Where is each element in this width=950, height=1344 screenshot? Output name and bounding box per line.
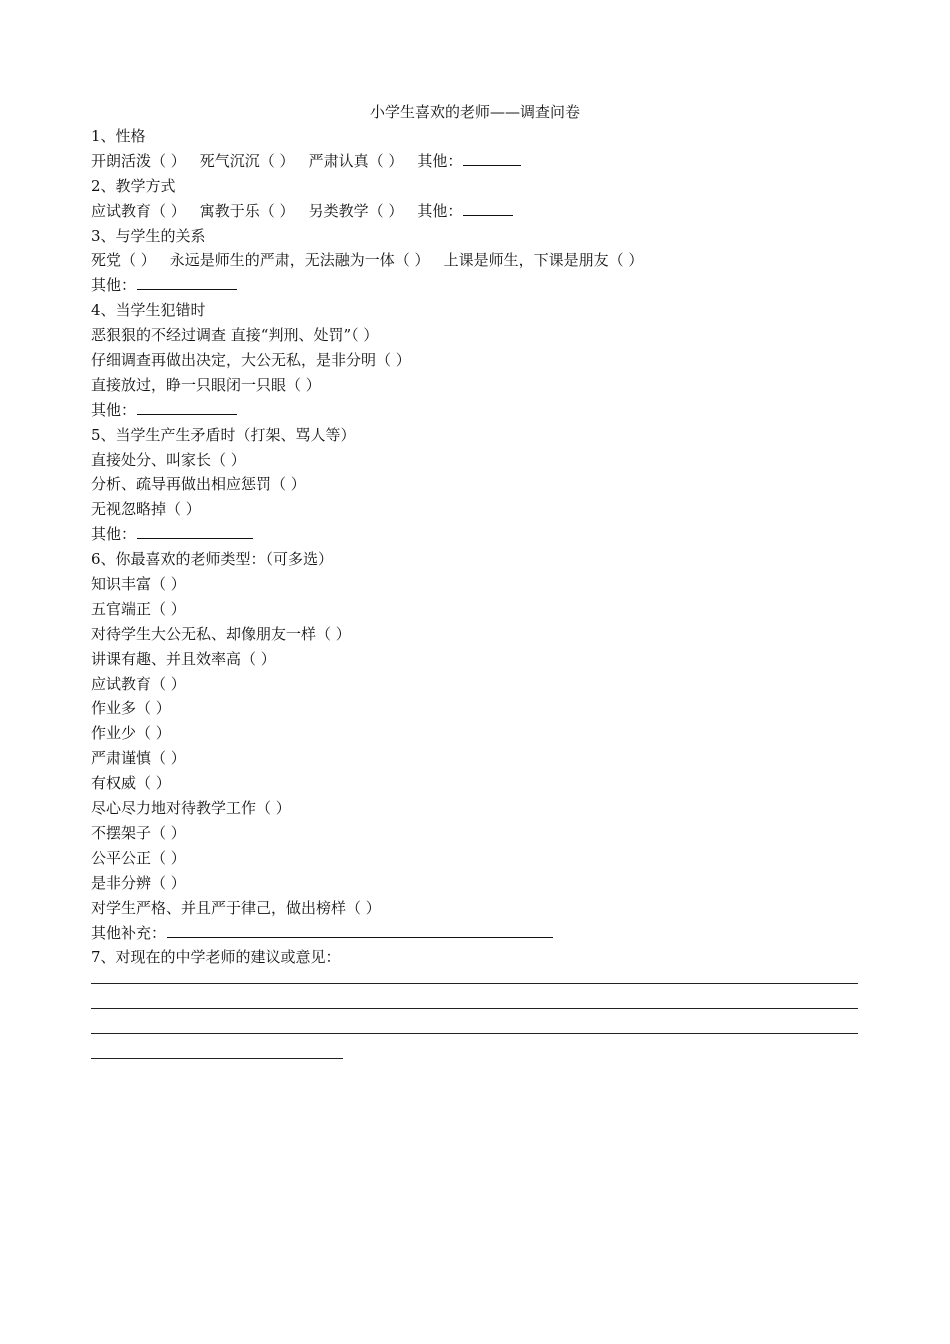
q5-heading: 5、当学生产生矛盾时（打架、骂人等） <box>91 425 356 444</box>
q6-item-5[interactable]: 应试教育（ ） <box>91 674 186 693</box>
q3-option-2[interactable]: 永远是师生的严肃，无法融为一体（ ） <box>169 251 430 270</box>
q2-other-label: 其他： <box>417 201 463 220</box>
q6-item-12[interactable]: 公平公正（ ） <box>91 848 186 867</box>
q3-heading: 3、与学生的关系 <box>91 226 206 245</box>
q3-other-label: 其他： <box>91 276 137 295</box>
q1-other-label: 其他： <box>417 151 463 170</box>
q4-item-3[interactable]: 直接放过，睁一只眼闭一只眼（ ） <box>91 375 321 394</box>
q1-heading: 1、性格 <box>91 127 146 145</box>
q2-option-1[interactable]: 应试教育（ ） <box>91 201 186 220</box>
q6-item-6[interactable]: 作业多（ ） <box>91 699 171 718</box>
q5-other-blank[interactable] <box>137 523 253 539</box>
q6-other <box>91 921 861 946</box>
q2-option-3[interactable]: 另类教学（ ） <box>308 201 404 220</box>
q4-item-1[interactable]: 恶狠狠的不经过调查 直接“判刑、处罚”（ ） <box>91 326 379 345</box>
q7-heading: 7、对现在的中学老师的建议或意见： <box>91 948 341 967</box>
q3-other-blank[interactable] <box>137 274 237 290</box>
q7-answer-line-3[interactable] <box>91 1020 861 1045</box>
q1-other-blank[interactable] <box>463 150 521 166</box>
q6-other-blank[interactable] <box>167 922 553 938</box>
q6-item-11[interactable]: 不摆架子（ ） <box>91 823 186 842</box>
q4-other-label: 其他： <box>91 400 137 419</box>
q6-other-label: 其他补充： <box>91 923 167 942</box>
q6-item-1[interactable]: 知识丰富（ ） <box>91 575 186 594</box>
q3-other <box>91 273 861 298</box>
q6-item-3[interactable]: 对待学生大公无私、却像朋友一样（ ） <box>91 624 351 643</box>
q7-answer-line-4[interactable] <box>91 1045 861 1070</box>
q3-option-3[interactable]: 上课是师生，下课是朋友（ ） <box>443 251 644 270</box>
q4-item-2[interactable]: 仔细调查再做出决定，大公无私，是非分明（ ） <box>91 351 411 370</box>
q3-option-1[interactable]: 死党（ ） <box>91 251 156 270</box>
answer-rule <box>91 970 858 984</box>
q1-other <box>417 149 521 174</box>
q1-option-2[interactable]: 死气沉沉（ ） <box>199 151 295 170</box>
q3-options <box>91 248 861 273</box>
q5-item-3[interactable]: 无视忽略掉（ ） <box>91 500 201 519</box>
q1-option-1[interactable]: 开朗活泼（ ） <box>91 151 186 170</box>
q4-other-blank[interactable] <box>137 399 237 415</box>
q6-item-14[interactable]: 对学生严格、并且严于律己，做出榜样（ ） <box>91 898 381 917</box>
q7-answer-line-2[interactable] <box>91 995 861 1020</box>
questionnaire-body <box>91 124 861 1070</box>
q1-options <box>91 149 861 174</box>
q6-item-4[interactable]: 讲课有趣、并且效率高（ ） <box>91 649 276 668</box>
q5-item-1[interactable]: 直接处分、叫家长（ ） <box>91 450 246 469</box>
q6-item-8[interactable]: 严肃谨慎（ ） <box>91 749 186 768</box>
q2-options <box>91 199 861 224</box>
q6-item-13[interactable]: 是非分辨（ ） <box>91 873 186 892</box>
q5-item-2[interactable]: 分析、疏导再做出相应惩罚（ ） <box>91 475 306 494</box>
q6-item-10[interactable]: 尽心尽力地对待教学工作（ ） <box>91 799 291 818</box>
q5-other-label: 其他： <box>91 525 137 544</box>
q6-item-2[interactable]: 五官端正（ ） <box>91 599 186 618</box>
q2-option-2[interactable]: 寓教于乐（ ） <box>199 201 295 220</box>
q6-item-9[interactable]: 有权威（ ） <box>91 774 171 793</box>
q4-other <box>91 398 861 423</box>
q2-other-blank[interactable] <box>463 200 513 216</box>
q2-other <box>417 199 513 224</box>
q2-heading: 2、教学方式 <box>91 176 176 195</box>
page-title: 小学生喜欢的老师——调查问卷 <box>369 103 580 121</box>
q1-option-3[interactable]: 严肃认真（ ） <box>308 151 404 170</box>
q6-item-7[interactable]: 作业少（ ） <box>91 724 171 743</box>
answer-rule <box>91 995 858 1009</box>
answer-rule <box>91 1045 343 1059</box>
q5-other <box>91 522 861 547</box>
q6-heading: 6、你最喜欢的老师类型：（可多选） <box>91 550 334 569</box>
q7-answer-line-1[interactable] <box>91 970 861 995</box>
answer-rule <box>91 1020 858 1034</box>
q4-heading: 4、当学生犯错时 <box>91 301 206 320</box>
